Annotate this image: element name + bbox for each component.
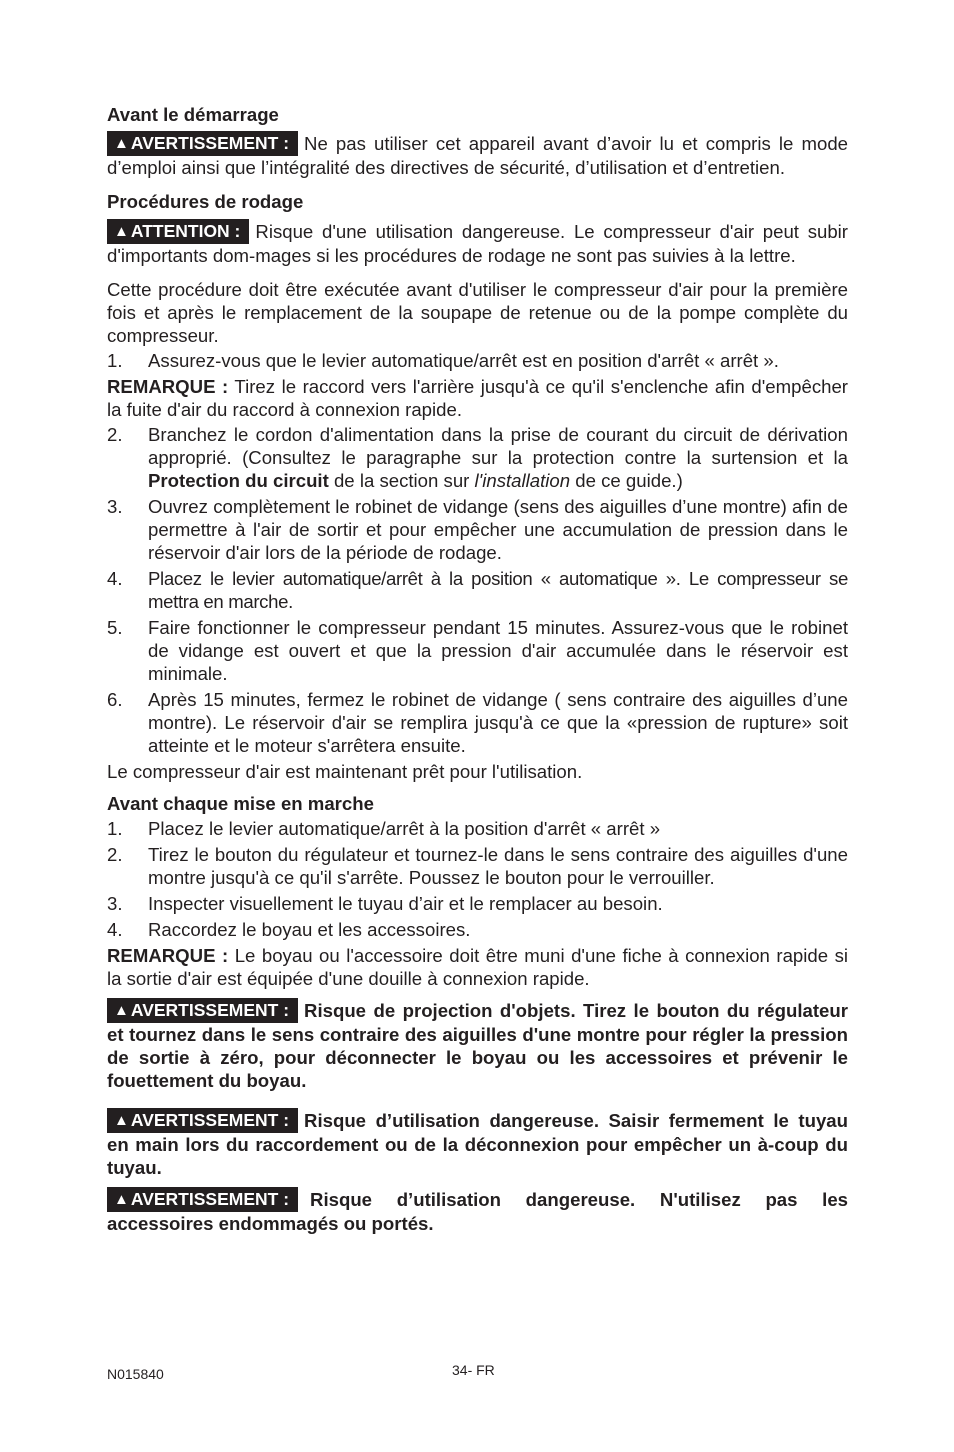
note-paragraph: REMARQUE : Tirez le raccord vers l'arrière jusqu'à ce qu'il s'enclenche afin d'empêcher la fuite d'air du raccord à connexion rapide.: [107, 376, 848, 420]
footer-doc-number: N015840: [107, 1366, 164, 1382]
page-content: [107, 103, 848, 1235]
section-heading-break-in: Procédures de rodage: [107, 191, 304, 212]
break-in-steps: [107, 349, 848, 757]
footer-page-number: 34- FR: [452, 1362, 495, 1378]
list-item: 3. Ouvrez complètement le robinet de vidange (sens des aiguilles d’une montre) afin de permettre à l'air de sortir et pour empêcher une accumulation de pression dans le réservoir d'air lors de la période de rodage.: [107, 496, 848, 563]
section-heading-before-each-start: Avant chaque mise en marche: [107, 793, 374, 814]
warning-badge: ▲ AVERTISSEMENT :: [107, 1108, 298, 1133]
warning-badge: ▲ AVERTISSEMENT :: [107, 131, 298, 156]
warning-triangle-icon: ▲: [114, 1002, 129, 1019]
warning-triangle-icon: ▲: [114, 223, 129, 240]
list-item: 6. Après 15 minutes, fermez le robinet de vidange ( sens contraire des aiguilles d’une montre). Le réservoir d'air se remplira jusqu'à ce que la «pression de rupture» soit atteinte et le moteur s'arrêtera ensuite.: [107, 689, 848, 756]
break-in-intro: Cette procédure doit être exécutée avant d'utiliser le compresseur d'air pour la première fois et après le remplacement de la soupape de retenue ou de la pompe complète du compresseur.: [107, 279, 848, 346]
warning-triangle-icon: ▲: [114, 1112, 129, 1129]
warning-badge: ▲ AVERTISSEMENT :: [107, 998, 298, 1023]
list-item: 5. Faire fonctionner le compresseur pendant 15 minutes. Assurez-vous que le robinet de vidange est ouvert et que la pression d'air accumulée dans le réservoir est minimale.: [107, 617, 848, 684]
note-label: REMARQUE :: [107, 376, 229, 397]
list-item: 3. Inspecter visuellement le tuyau d’air et le remplacer au besoin.: [107, 893, 663, 914]
before-start-steps: [107, 817, 848, 941]
list-item: 2. Branchez le cordon d'alimentation dans la prise de courant du circuit de dérivation approprié. (Consultez le paragraphe sur la protection contre la surtension et la Protection du circuit de la section sur l'installation de ce guide.): [107, 424, 848, 491]
note-paragraph: REMARQUE : Le boyau ou l'accessoire doit être muni d'une fiche à connexion rapide si la sortie d'air est équipée d'une douille à connexion rapide.: [107, 945, 849, 989]
caution-text: Risque d'une utilisation dangereuse. Le compresseur d'air peut subir d'importants dom-mages si les procédures de rodage ne sont pas suivies à la lettre.: [107, 221, 848, 266]
caution-badge: ▲ ATTENTION :: [107, 219, 249, 244]
warning-triangle-icon: ▲: [114, 135, 129, 152]
warning-paragraph: ▲ AVERTISSEMENT : Risque de projection d'objets. Tirez le bouton du régulateur et tournez dans le sens contraire des aiguilles d'une montre pour régler la pression de sortie à zéro, pour déconnecter le boyau ou les accessoires et prévenir le fouettement du boyau.: [107, 1000, 848, 1091]
list-item: 1. Assurez-vous que le levier automatique/arrêt est en position d'arrêt « arrêt ».: [107, 350, 779, 371]
warning-text: Ne pas utiliser cet appareil avant d’avoir lu et compris le mode d’emploi ainsi que l’intégralité des directives de sécurité, d’utilisation et d’entretien.: [107, 133, 848, 178]
list-item: 2. Tirez le bouton du régulateur et tournez-le dans le sens contraire des aiguilles d'une montre jusqu'à ce qu'il s'arrête. Poussez le bouton pour le verrouiller.: [107, 844, 848, 888]
caution-paragraph: [107, 219, 848, 267]
note-label: REMARQUE :: [107, 945, 229, 966]
warning-badge: ▲ AVERTISSEMENT :: [107, 1187, 298, 1212]
list-item: 4. Placez le levier automatique/arrêt à la position « automatique ». Le compresseur se mettra en marche.: [107, 568, 848, 612]
warning-paragraph: ▲ AVERTISSEMENT : Risque d’utilisation dangereuse. Saisir fermement le tuyau en main lors du raccordement ou de la déconnexion pour empêcher un à-coup du tuyau.: [107, 1110, 848, 1178]
warning-triangle-icon: ▲: [114, 1191, 129, 1208]
break-in-closing: Le compresseur d'air est maintenant prêt pour l'utilisation.: [107, 761, 583, 782]
list-item: 1. Placez le levier automatique/arrêt à la position d'arrêt « arrêt »: [107, 818, 661, 839]
warning-paragraph: ▲ AVERTISSEMENT : Risque d’utilisation dangereuse. N'utilisez pas les accessoires endommagés ou portés.: [107, 1189, 848, 1234]
list-item: 4. Raccordez le boyau et les accessoires.: [107, 919, 471, 940]
section-heading-before-start: Avant le démarrage: [107, 104, 279, 125]
warning-paragraph: [107, 131, 848, 179]
